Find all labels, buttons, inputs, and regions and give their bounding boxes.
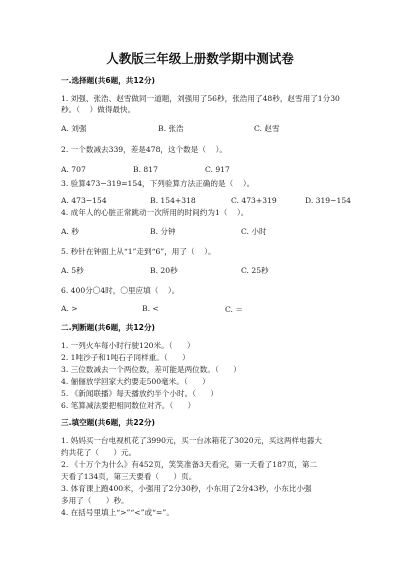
fill-question-2-line-1: 2. 《十万个为什么》有452页，笑笑准备3天看完，第一天看了187页，第二 — [61, 460, 318, 469]
judge-item-4: 4. 俪俪放学回家大约要走500毫米。（ ） — [61, 377, 210, 386]
page-title: 人教版三年级上册数学期中测试卷 — [106, 51, 294, 66]
choice-q6-option-c: C. ＝ — [225, 305, 243, 314]
choice-q2-option-b: B. 817 — [133, 165, 158, 174]
fill-question-2-line-2: 天看了134页，第三天要看（ ）页。 — [61, 472, 197, 481]
choice-q4-option-b: B. 分钟 — [150, 227, 176, 236]
choice-q3-option-d: D. 319−154 — [305, 196, 351, 205]
judge-item-2: 2. 1吨沙子和1吨石子同样重。（ ） — [61, 353, 190, 362]
judge-item-5: 5. 《新闻联播》每天播放约半个小时。（ ） — [61, 389, 219, 398]
choice-q5-option-c: C. 25秒 — [241, 266, 269, 275]
section-heading-choice: 一.选择题(共6题，共12分) — [61, 76, 156, 85]
choice-question-5: 5. 秒针在钟面上从“1”走到“6”，用了（ ）。 — [61, 247, 216, 256]
choice-question-2: 2. 一个数减去339，差是478，这个数是（ ）。 — [61, 145, 228, 154]
judge-item-1: 1. 一列火车每小时行驶120米。（ ） — [61, 341, 195, 350]
fill-question-1-line-2: 约共花了（ ）元。 — [61, 448, 137, 457]
fill-question-3-line-1: 3. 体育课上跑400米，小强用了2分30秒，小东用了2分43秒，小东比小强 — [61, 484, 312, 493]
choice-q6-option-a: A. > — [61, 304, 78, 313]
choice-q4-option-c: C. 小时 — [241, 227, 267, 236]
section-heading-fill: 三.填空题(共6题，共22分) — [61, 418, 156, 427]
choice-q4-option-a: A. 秒 — [61, 227, 79, 236]
choice-q1-option-c: C. 赵雪 — [254, 124, 280, 133]
choice-question-3: 3. 验算473−319=154，下列验算方法正确的是（ ）。 — [61, 179, 255, 188]
choice-q6-option-b: B. < — [142, 304, 159, 313]
fill-question-4: 4. 在括号里填上“>”“<”或“=”。 — [61, 508, 174, 517]
choice-q5-option-b: B. 20秒 — [150, 266, 178, 275]
judge-item-6: 6. 笔算减法要把相同数位对齐。（ ） — [61, 401, 196, 410]
fill-question-3-line-2: 多用了（ ）秒。 — [61, 496, 129, 505]
choice-question-4: 4. 成年人的心脏正常跳动一次所用的时间约为1（ ）。 — [61, 208, 249, 217]
choice-q1-option-a: A. 刘强 — [61, 124, 87, 133]
choice-question-6: 6. 400分〇4时，〇里应填（ ）。 — [61, 286, 180, 295]
choice-q3-option-a: A. 473−154 — [61, 196, 107, 205]
fill-question-1-line-1: 1. 妈妈买一台电视机花了3990元，买一台冰箱花了3020元，买这两样电器大 — [61, 436, 322, 445]
section-heading-judge: 二.判断题(共6题，共12分) — [61, 323, 156, 332]
choice-q3-option-c: C. 473+319 — [231, 196, 277, 205]
choice-q3-option-b: B. 154+318 — [150, 196, 196, 205]
judge-item-3: 3. 三位数减去一个两位数，差可能是两位数。（ ） — [61, 365, 241, 374]
choice-q2-option-a: A. 707 — [61, 165, 86, 174]
choice-q1-option-b: B. 张浩 — [158, 124, 184, 133]
choice-q5-option-a: A. 5秒 — [61, 266, 84, 275]
choice-q2-option-c: C. 917 — [205, 165, 230, 174]
choice-question-1: 1. 刘强、张浩、赵雪做同一道题，刘强用了56秒，张浩用了48秒，赵雪用了1分30秒。（ ）做得最快。 — [61, 94, 340, 114]
